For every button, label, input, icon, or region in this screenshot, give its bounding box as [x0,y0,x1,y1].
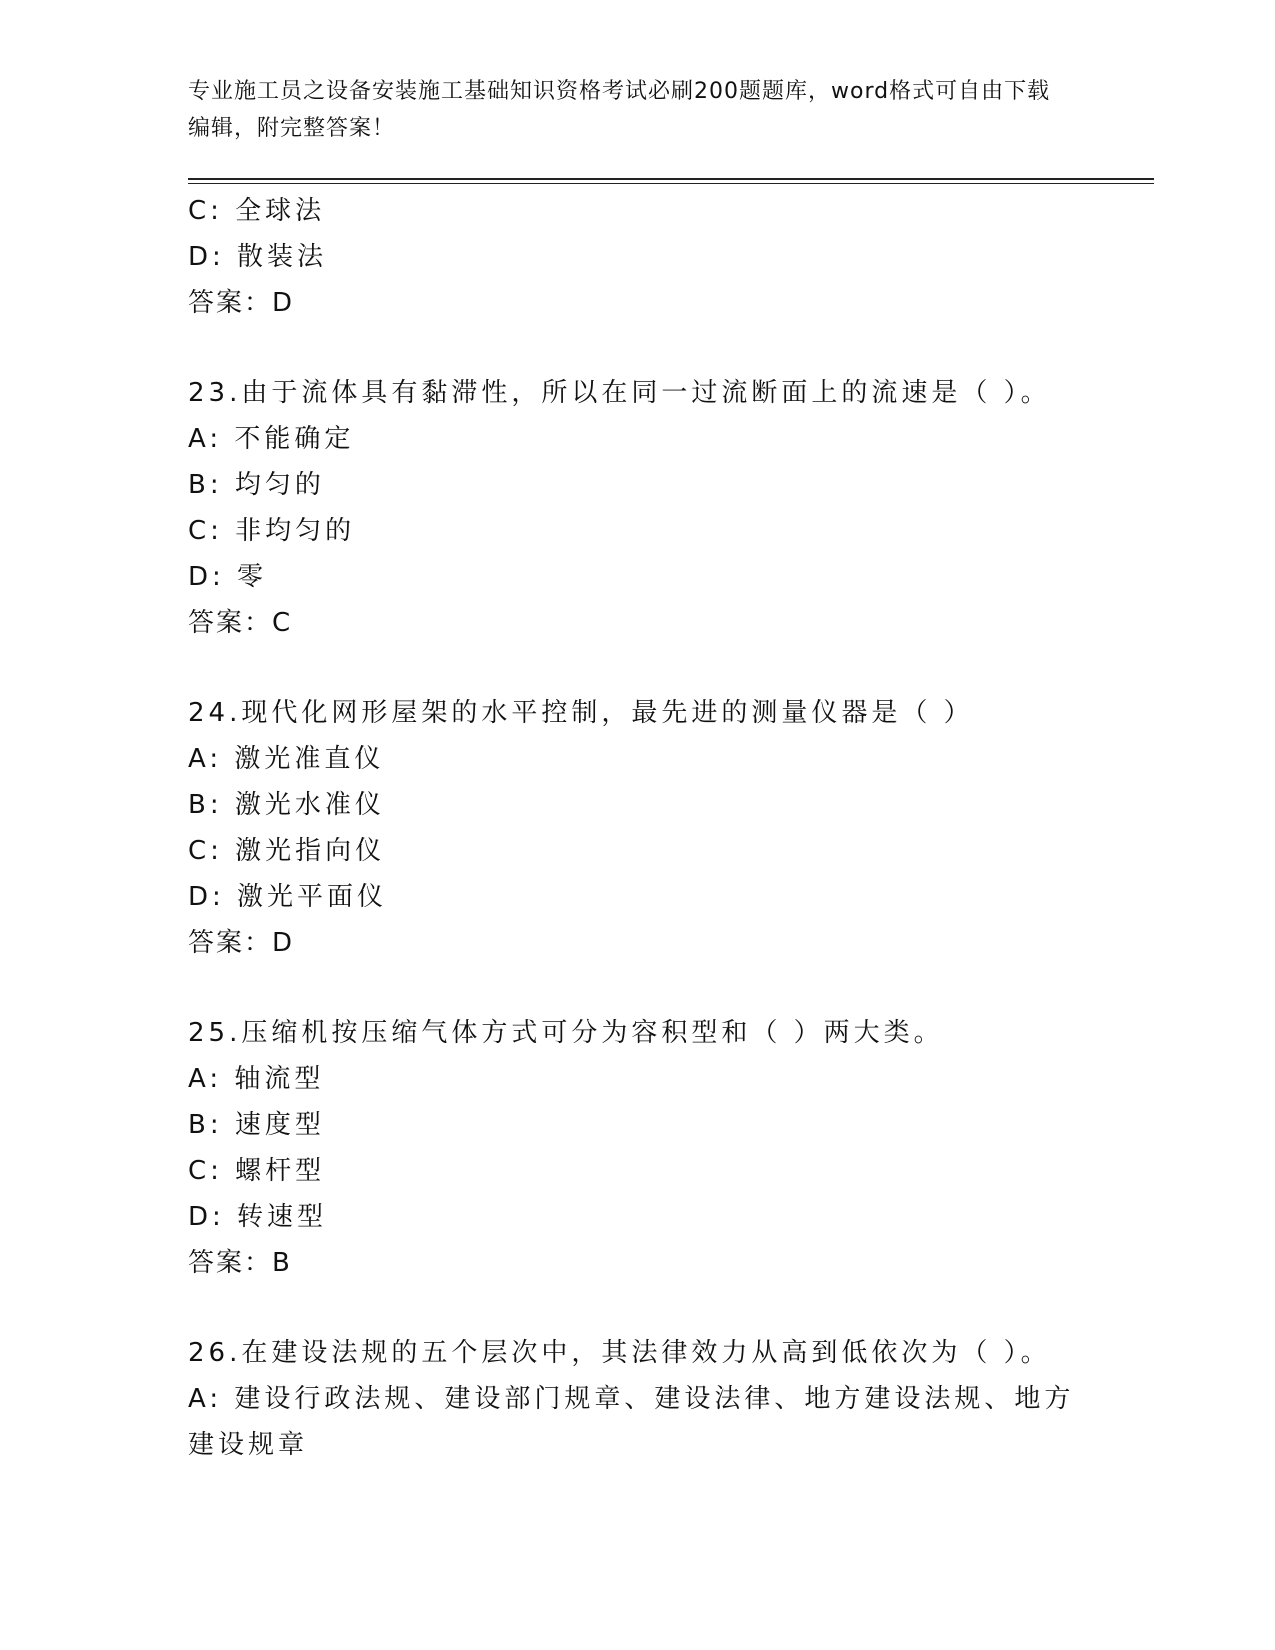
question-stem: 25.压缩机按压缩气体方式可分为容积型和（ ）两大类。 [188,1018,944,1048]
answer-line: 答案：C [188,608,293,638]
answer-line: 答案：B [188,1248,292,1278]
option-b: B: 速度型 [188,1110,325,1140]
option-a: A: 轴流型 [188,1064,325,1094]
question-block-23 [188,370,1088,646]
question-block-26 [188,1330,1088,1468]
option-b: B: 均匀的 [188,470,325,500]
option-d: D: 散装法 [188,242,328,272]
option-c: C: 非均匀的 [188,516,356,546]
header-divider-thin [188,183,1154,184]
option-a: A: 不能确定 [188,424,355,454]
header-divider-thick [188,178,1154,180]
document-header: 专业施工员之设备安装施工基础知识资格考试必刷200题题库，word格式可自由下载编辑，附完整答案！ [188,79,1051,141]
question-list [188,188,1088,1468]
question-stem: 23.由于流体具有黏滞性，所以在同一过流断面上的流速是（ ）。 [188,378,1051,408]
option-b: B: 激光水准仪 [188,790,385,820]
question-block-continued [188,188,1088,326]
option-a: A: 激光准直仪 [188,744,385,774]
question-stem: 26.在建设法规的五个层次中，其法律效力从高到低依次为（ ）。 [188,1338,1051,1368]
option-a: A: 建设行政法规、建设部门规章、建设法律、地方建设法规、地方建设规章 [188,1384,1075,1460]
answer-line: 答案：D [188,288,295,318]
option-c: C: 全球法 [188,196,326,226]
option-d: D: 激光平面仪 [188,882,388,912]
option-c: C: 螺杆型 [188,1156,326,1186]
option-c: C: 激光指向仪 [188,836,386,866]
question-block-24 [188,690,1088,966]
question-block-25 [188,1010,1088,1286]
option-d: D: 零 [188,562,268,592]
question-stem: 24.现代化网形屋架的水平控制，最先进的测量仪器是（ ） [188,698,974,728]
option-d: D: 转速型 [188,1202,328,1232]
answer-line: 答案：D [188,928,295,958]
